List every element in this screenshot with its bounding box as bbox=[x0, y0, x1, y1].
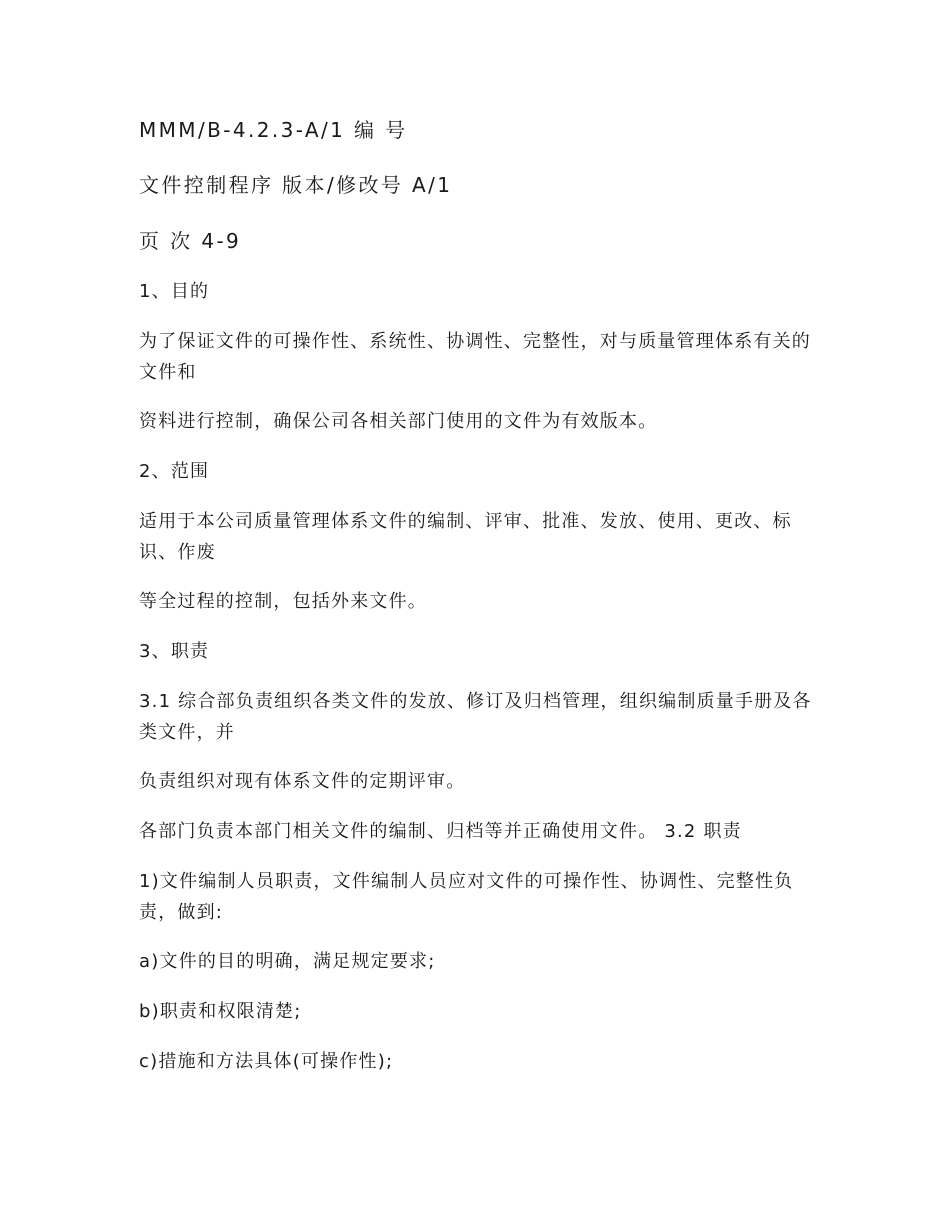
section-2-paragraph-2: 等全过程的控制，包括外来文件。 bbox=[139, 591, 427, 612]
section-3-heading: 3、职责 bbox=[139, 641, 210, 662]
section-3-paragraph-3: 各部门负责本部门相关文件的编制、归档等并正确使用文件。 3.2 职责 bbox=[139, 821, 742, 842]
doc-code-line: MMM/B-4.2.3-A/1 编 号 bbox=[139, 118, 408, 142]
section-2-heading: 2、范围 bbox=[139, 461, 210, 482]
section-1-paragraph-2: 资料进行控制，确保公司各相关部门使用的文件为有效版本。 bbox=[139, 411, 658, 432]
list-item-b: b)职责和权限清楚; bbox=[139, 1001, 302, 1022]
section-3-paragraph-1: 3.1 综合部负责组织各类文件的发放、修订及归档管理，组织编制质量手册及各类文件，并 bbox=[139, 691, 812, 743]
section-3-paragraph-2: 负责组织对现有体系文件的定期评审。 bbox=[139, 771, 466, 792]
section-1-heading: 1、目的 bbox=[139, 281, 210, 302]
list-item-a: a)文件的目的明确，满足规定要求; bbox=[139, 951, 436, 972]
list-item-c: c)措施和方法具体(可操作性); bbox=[139, 1051, 394, 1072]
section-3-paragraph-4: 1)文件编制人员职责，文件编制人员应对文件的可操作性、协调性、完整性负责，做到: bbox=[139, 871, 794, 923]
section-1-paragraph-1: 为了保证文件的可操作性、系统性、协调性、完整性，对与质量管理体系有关的文件和 bbox=[139, 331, 811, 383]
doc-title-line: 文件控制程序 版本/修改号 A/1 bbox=[139, 173, 453, 197]
section-2-paragraph-1: 适用于本公司质量管理体系文件的编制、评审、批准、发放、使用、更改、标识、作废 bbox=[139, 511, 792, 563]
page-number-line: 页 次 4-9 bbox=[139, 229, 242, 253]
